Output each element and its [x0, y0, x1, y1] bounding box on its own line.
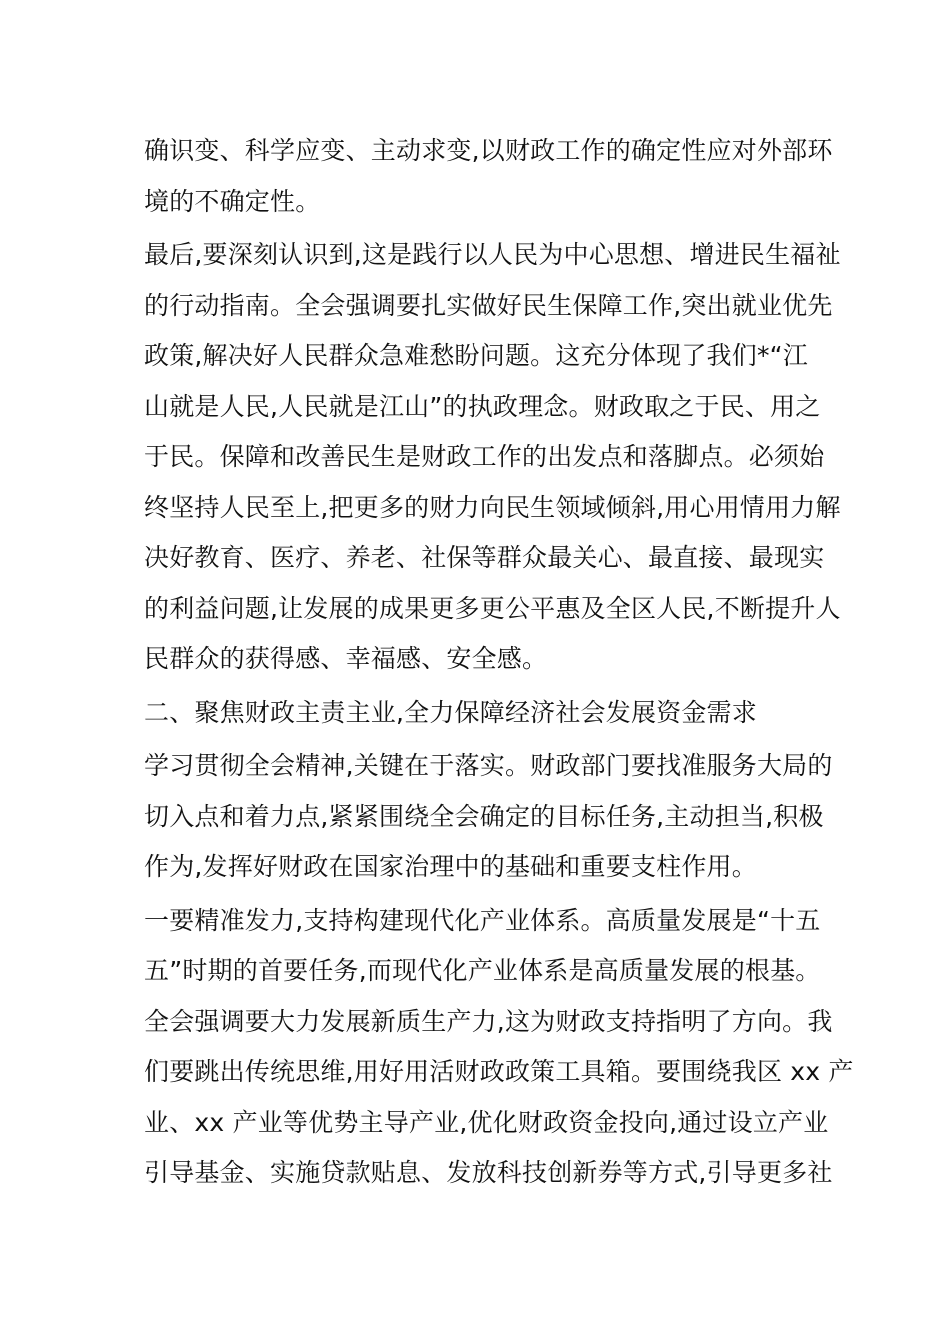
text-line: 一要精准发力,支持构建现代化产业体系。高质量发展是“十五	[144, 905, 821, 935]
text-line: 全会强调要大力发展新质生产力,这为财政支持指明了方向。我	[144, 1006, 833, 1036]
text-line: 决好教育、医疗、养老、社保等群众最关心、最直接、最现实	[144, 543, 825, 572]
text-line: 确识变、科学应变、主动求变,以财政工作的确定性应对外部环	[144, 136, 833, 165]
heading-line: 二、聚焦财政主责主业,全力保障经济社会发展资金需求	[144, 697, 757, 727]
text-line: 境的不确定性。	[144, 186, 321, 216]
text-line: 于民。保障和改善民生是财政工作的出发点和落脚点。必须始	[144, 442, 825, 471]
text-line: 五”时期的首要任务,而现代化产业体系是高质量发展的根基。	[144, 956, 821, 985]
text-line: 终坚持人民至上,把更多的财力向民生领域倾斜,用心用情用力解	[144, 492, 841, 522]
paragraph-3	[144, 741, 833, 893]
text-line: 切入点和着力点,紧紧围绕全会确定的目标任务,主动担当,积极	[144, 801, 824, 831]
text-line: 作为,发挥好财政在国家治理中的基础和重要支柱作用。	[144, 852, 757, 881]
text-line: 民群众的获得感、幸福感、安全感。	[144, 644, 548, 673]
text-line: 们要跳出传统思维,用好用活财政政策工具箱。要围绕我区 xx 产	[144, 1057, 854, 1086]
text-line: 的行动指南。全会强调要扎实做好民生保障工作,突出就业优先	[144, 290, 833, 320]
text-line: 最后,要深刻认识到,这是践行以人民为中心思想、增进民生福祉	[144, 240, 841, 269]
paragraph-2	[144, 230, 841, 685]
text-line: 业、xx 产业等优势主导产业,优化财政资金投向,通过设立产业	[144, 1107, 829, 1137]
text-line: 政策,解决好人民群众急难愁盼问题。这充分体现了我们*“江	[144, 341, 809, 370]
text-line: 的利益问题,让发展的成果更多更公平惠及全区人民,不断提升人	[144, 593, 841, 623]
text-line: 引导基金、实施贷款贴息、发放科技创新券等方式,引导更多社	[144, 1158, 833, 1187]
paragraph-1	[144, 126, 833, 227]
document-body	[144, 126, 854, 1199]
text-line: 山就是人民,人民就是江山”的执政理念。财政取之于民、用之	[144, 391, 821, 421]
paragraph-4	[144, 896, 854, 1199]
text-line: 学习贯彻全会精神,关键在于落实。财政部门要找准服务大局的	[144, 751, 833, 780]
section-heading	[144, 688, 814, 739]
